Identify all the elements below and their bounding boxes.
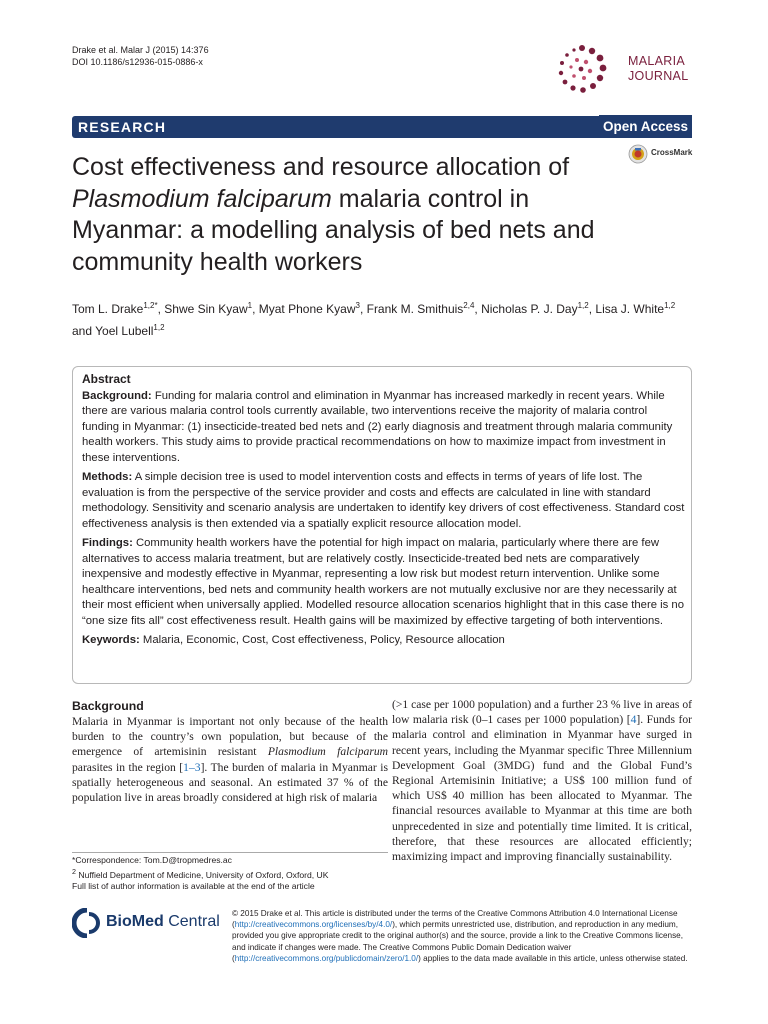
footnote-divider <box>72 852 388 853</box>
reference-link[interactable]: 4 <box>630 713 637 727</box>
abstract-heading: Abstract <box>82 372 131 386</box>
journal-logo <box>552 40 702 100</box>
author: Shwe Sin Kyaw$^1$ <box>164 301 253 316</box>
abstract-keywords: Keywords: Malaria, Economic, Cost, Cost effectiveness, Policy, Resource allocation <box>82 634 505 646</box>
body-right-column <box>392 697 692 864</box>
footnotes <box>72 855 392 893</box>
author: Frank M. Smithuis$^{2,4}$ <box>366 301 475 316</box>
abstract-methods: Methods: A simple decision tree is used to model intervention costs and effects in terms of years of life lost. The evaluation is from the perspective of the service provider and costs and effects are calculated in line with standard methodology. Sensitivity and scenario analysis are undertaken to identify key drivers of cost effectiveness. Standard cost effectiveness analysis is then extended via a spatially explicit resource allocation model. <box>82 471 685 530</box>
citation-line: Drake et al. Malar J (2015) 14:376 <box>72 45 209 55</box>
license-text: © 2015 Drake et al. This article is distributed under the terms of the Creative Commons Attribution 4.0 International License (http://creativecommons.org/licenses/by/4.0/), which permits unrestricted use, distribution, and reproduction in any medium, provided you give appropriate credit to the original author(s) and the source, provide a link to the Creative Commons license, and indicate if changes were made. The Creative Commons Public Domain Dedication waiver (http://creativecommons.org/publicdomain/zero/1.0/) applies to the data made available in this article, unless otherwise stated. <box>232 909 688 963</box>
citation-header <box>72 44 209 68</box>
author: Yoel Lubell$^{1,2}$ <box>95 322 165 338</box>
bmc-wordmark: BioMed Central <box>106 913 220 930</box>
reference-link[interactable]: 1–3 <box>183 760 201 774</box>
body-paragraph: Malaria in Myanmar is important not only because of the health burden to the country’s own population, but because of the emergence of artemisinin resistant Plasmodium falciparum parasites in the region [1–3]. The burden of malaria in Myanmar is spatially heterogeneous and seasonal. An estimated 37 % of the population live in areas broadly considered at high risk of malaria <box>72 715 389 805</box>
abstract-background: Background: Funding for malaria control and elimination in Myanmar has increased markedly in recent years. While there are various malaria control tools currently available, two interventions receive the majority of malaria control funding in Myanmar: (1) insecticide-treated bed nets and (2) early diagnosis and treatment through malaria community health workers. This study aims to provide practical recommendations on how to maximize impact from investment in these interventions. <box>82 389 673 464</box>
abstract <box>82 372 686 653</box>
body-left-column <box>72 698 388 805</box>
author: Tom L. Drake$^{1,2*}$ <box>72 301 158 316</box>
malaria-journal-logo-icon <box>552 40 612 100</box>
abstract-findings: Findings: Community health workers have the potential for high impact on malaria, particularly where there are few alternatives to access malaria treatment, but are relatively costly. Insecticide-treated bed nets are comparatively inexpensive and modestly effective in Myanmar, representing a low risk but modest return intervention. Unlike some healthcare interventions, bed nets and community health workers are not mutually exclusive nor are they necessarily at their most efficient when universally applied. Modelled resource allocation scenarios highlight that in this case there is no “one size fits all” cost effectiveness result. Health gains will be maximized by effective targeting of both interventions. <box>82 537 684 627</box>
author: Lisa J. White$^{1,2}$ <box>595 301 676 316</box>
affiliation: $^2$ Nuffield Department of Medicine, University of Oxford, Oxford, UK <box>72 867 329 880</box>
section-heading: Background <box>72 699 144 713</box>
author-list: Tom L. Drake$^{1,2*}$, Shwe Sin Kyaw$^1$, Myat Phone Kyaw$^3$, Frank M. Smithuis$^{2,4}$, Nicholas P. J. Day$^{1,2}$, Lisa J. White$^{1,2}$ and Yoel Lubell$^{1,2}$ <box>72 301 676 338</box>
author: Nicholas P. J. Day$^{1,2}$ <box>481 301 589 316</box>
crossmark-label: CrossMark <box>651 148 693 157</box>
article-title: Cost effectiveness and resource allocation of Plasmodium falciparum malaria control in Myanmar: a modelling analysis of bed nets and community health workers <box>72 153 595 276</box>
open-access-badge: Open Access <box>599 115 692 138</box>
author-info-note: Full list of author information is available at the end of the article <box>72 881 315 892</box>
author: Myat Phone Kyaw$^3$ <box>258 301 360 316</box>
crossmark-badge[interactable] <box>628 144 698 166</box>
bmc-logo-icon <box>72 908 102 938</box>
section-label: RESEARCH <box>78 119 167 135</box>
public-domain-link[interactable]: http://creativecommons.org/publicdomain/zero/1.0/ <box>234 953 419 963</box>
journal-name: MALARIA JOURNAL <box>628 54 689 83</box>
license-link[interactable]: http://creativecommons.org/licenses/by/4.0/ <box>234 920 393 930</box>
doi-line: DOI 10.1186/s12936-015-0886-x <box>72 57 203 67</box>
biomed-central-logo <box>72 906 222 950</box>
body-paragraph: (>1 case per 1000 population) and a further 23 % live in areas of low malaria risk (0–1 cases per 1000 population) [4]. Funds for malaria control and elimination in Myanmar have surged in recent years, including the Myanmar specific Three Millennium Development Goal (3MDG) fund and the Global Fund’s Regional Artemisinin Initiative; a US$ 100 million fund of which US$ 40 million has been allocated to Myanmar. The financial resources available to Myanmar at this time are both unprecedented in size and potentially time limited. It is critical, therefore, that these resources are allocated efficiently; maximizing impact and improving financially sustainability. <box>392 698 692 864</box>
correspondence: *Correspondence: Tom.D@tropmedres.ac <box>72 855 232 865</box>
